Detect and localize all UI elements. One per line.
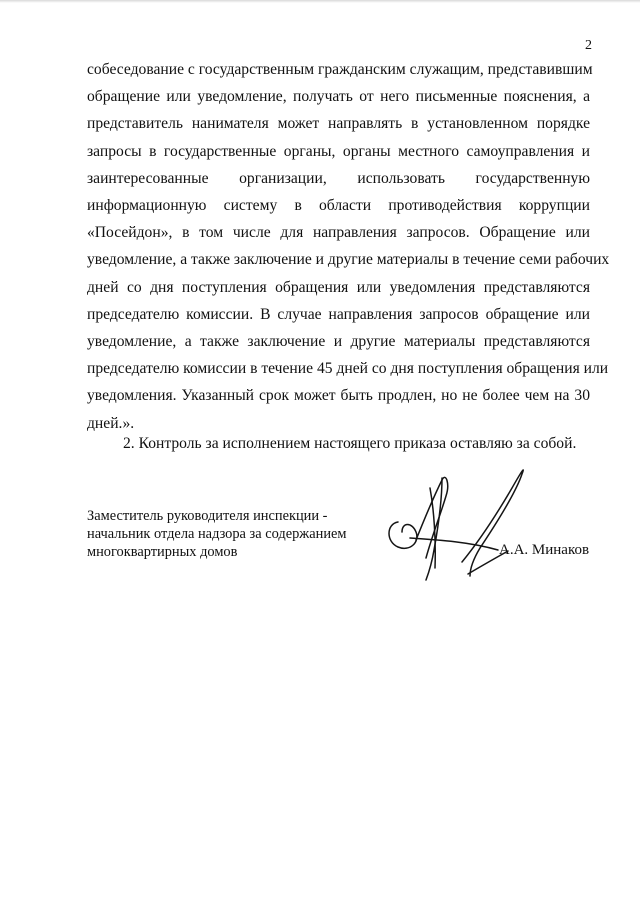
signatory-position	[87, 507, 407, 561]
paragraph-line: уведомление, а также заключение и другие материалы в течение семи рабочих	[87, 251, 610, 269]
position-line: Заместитель руководителя инспекции -	[87, 508, 328, 524]
paragraph-line: «Посейдон», в том числе для направления запросов. Обращение или	[87, 224, 590, 242]
handwritten-signature	[380, 450, 550, 590]
page-number: 2	[585, 38, 592, 53]
paragraph-line: представитель нанимателя может направлять в установленном порядке	[87, 115, 590, 133]
paragraph-line: председателю комиссии. В случае направления запросов обращение или	[87, 305, 590, 323]
paragraph-line: председателю комиссии в течение 45 дней со дня поступления обращения или	[87, 360, 609, 378]
main-paragraph	[87, 56, 610, 437]
paragraph-line: уведомления. Указанный срок может быть продлен, но не более чем на 30	[87, 387, 590, 405]
paragraph-line: собеседование с государственным гражданским служащим, представившим	[87, 61, 593, 78]
paragraph-line: заинтересованные организации, использовать государственную	[87, 169, 590, 187]
position-line: начальник отдела надзора за содержанием	[87, 526, 347, 542]
scan-top-edge	[0, 0, 640, 3]
signatory-name: А.А. Минаков	[499, 542, 590, 558]
position-line: многоквартирных домов	[87, 544, 238, 560]
paragraph-line: информационную систему в области противодействия коррупции	[87, 197, 590, 215]
item-two-paragraph: 2. Контроль за исполнением настоящего приказа оставляю за собой.	[123, 435, 577, 452]
paragraph-line: уведомление, а также заключение и другие материалы представляются	[87, 333, 590, 351]
paragraph-line: дней со дня поступления обращения или уведомления представляются	[87, 278, 590, 296]
paragraph-line: дней.».	[87, 414, 135, 432]
paragraph-line: обращение или уведомление, получать от него письменные пояснения, а	[87, 88, 590, 106]
paragraph-line: запросы в государственные органы, органы местного самоуправления и	[87, 142, 590, 160]
